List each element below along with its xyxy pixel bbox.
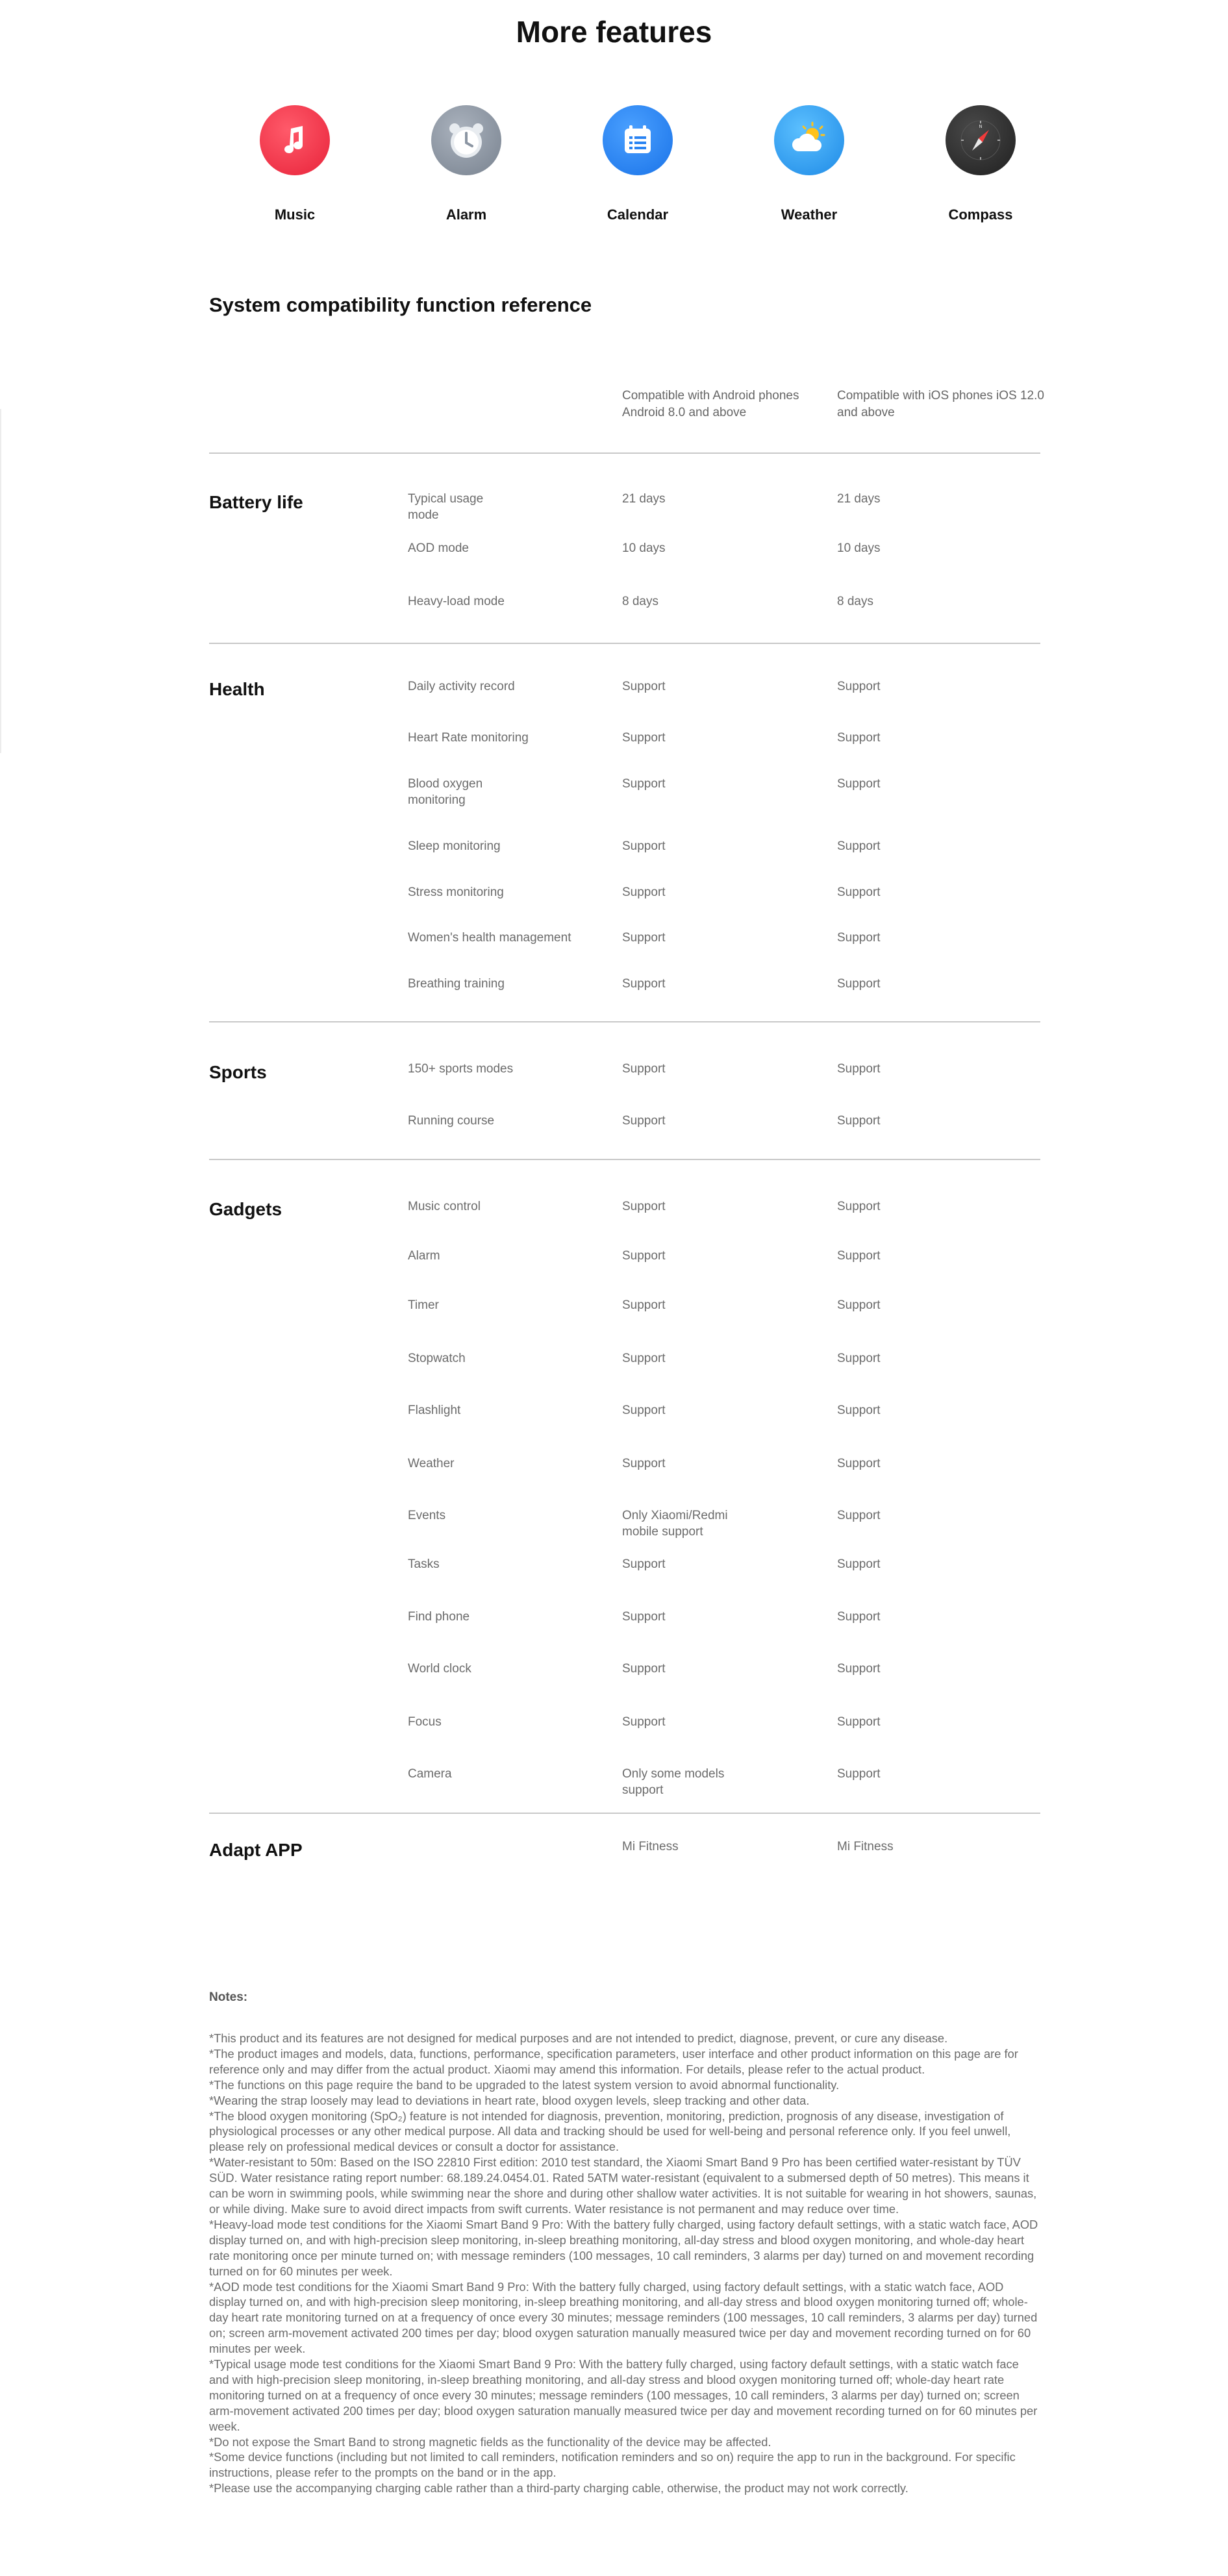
feature-name: Sleep monitoring [408,839,501,853]
feature-label: Weather [781,206,838,223]
ios-value: Support [837,931,881,945]
section-adapt-app: Adapt APP [209,1840,303,1860]
feature-name: Daily activity record [408,680,515,693]
note: *The product images and models, data, functions, performance, specification parameters, user interface and other product information on this page are for reference only and may differ from the actual product. Xiaomi may amend this information. For details, please refer to the actual product. [209,2046,1018,2076]
ios-value: Support [837,1767,881,1781]
section-gadgets: Gadgets [209,1199,282,1219]
page-title: More features [516,15,712,49]
ios-value: Support [837,977,881,991]
android-value: Only some models support [622,1767,725,1797]
feature-name: Stopwatch [408,1352,466,1365]
android-value: Support [622,680,666,693]
note: *Typical usage mode test conditions for the Xiaomi Smart Band 9 Pro: With the battery fully charged, using factory default settings, with a static watch face and with high-precision sleep monitoring, in-sleep breathing monitoring, and all-day stress and blood oxygen monitoring turned off; whole-day heart rate monitoring turned on at a frequency of once every 30 minutes; message reminders (100 messages, 10 call reminders, 3 alarms per day) turned on; screen arm-movement activated 200 times per day; blood oxygen saturation manually measured twice per day and movement recording turned on for 60 minutes per week. [209,2357,1038,2433]
feature-compass[interactable] [895,105,1066,223]
android-value: Support [622,931,666,945]
ios-value: Support [837,1715,881,1729]
feature-alarm[interactable] [381,105,552,223]
music-note-icon [260,105,330,175]
feature-label: Calendar [607,206,669,223]
notes [209,2031,1039,2496]
feature-name: World clock [408,1662,471,1676]
ios-value: Support [837,886,881,899]
ios-value: Mi Fitness [837,1840,894,1853]
notes-title: Notes: [209,1990,248,2004]
feature-label: Alarm [445,206,487,223]
feature-music[interactable] [209,105,381,223]
ios-value: Support [837,731,881,745]
feature-name: Find phone [408,1610,470,1624]
android-value: 8 days [622,595,658,608]
note: *The blood oxygen monitoring (SpO₂) feature is not intended for diagnosis, prevention, monitoring, prediction, prognosis of any disease, investigation of physiological processes or any other medical purpose. All data and tracking should be used for well-being and personal reference only. If you feel unwell, please rely on professional medical devices or consult a doctor for assistance. [209,2109,1011,2154]
column-header-android: Compatible with Android phones Android 8.0 and above [622,389,799,419]
android-value: Support [622,731,666,745]
feature-name: Focus [408,1715,442,1729]
feature-label: Compass [948,206,1013,223]
note: *AOD mode test conditions for the Xiaomi Smart Band 9 Pro: With the battery fully charged, using factory default settings, with a static watch face, AOD display turned on, and with high-precision sleep monitoring, in-sleep breathing monitoring, and all-day stress and blood oxygen monitoring turned off; whole-day heart rate monitoring turned on at a frequency of once every 30 minutes; message reminders (100 messages, 10 call reminders, 3 alarms per day) turned on; screen arm-movement activated 200 times per day; blood oxygen saturation manually measured twice per day and movement recording turned on for 60 minutes per week. [209,2279,1038,2356]
feature-label: Music [274,206,316,223]
android-value: Support [622,1062,666,1076]
ios-value: Support [837,1352,881,1365]
svg-text:N: N [979,124,983,129]
note: *This product and its features are not designed for medical purposes and are not intended to predict, diagnose, prevent, or cure any disease. [209,2031,948,2045]
feature-name: Camera [408,1767,452,1781]
android-value: Mi Fitness [622,1840,679,1853]
section-health: Health [209,679,265,699]
section-battery-life: Battery life [209,492,303,512]
divider [209,643,1040,644]
android-value: Support [622,977,666,991]
ios-value: Support [837,1062,881,1076]
features-row [209,105,1066,223]
note: *Wearing the strap loosely may lead to deviations in heart rate, blood oxygen levels, sleep tracking and other data. [209,2093,810,2107]
section-sports: Sports [209,1062,267,1082]
ios-value: Support [837,1114,881,1128]
note: *Heavy-load mode test conditions for the Xiaomi Smart Band 9 Pro: With the battery fully charged, using factory default settings, with a static watch face, AOD display turned on, and with high-precision sleep monitoring, in-sleep breathing monitoring, all-day stress and blood oxygen monitoring, and whole-day heart rate monitoring once per minute turned on; with message reminders (100 messages, 10 call reminders, 3 alarms per day) turned on and movement recording turned on for 60 minutes per week. [209,2217,1038,2278]
android-value: Support [622,777,666,791]
ios-value: Support [837,839,881,853]
feature-name: Typical usage mode [408,492,484,522]
ios-value: Support [837,777,881,791]
android-value: Only Xiaomi/Redmi mobile support [622,1509,728,1539]
ios-value: Support [837,1509,881,1522]
column-header-ios: Compatible with iOS phones iOS 12.0 and above [837,389,1044,419]
note: *Do not expose the Smart Band to strong magnetic fields as the functionality of the device may be affected. [209,2434,771,2449]
feature-calendar[interactable] [552,105,723,223]
divider [209,1813,1040,1814]
android-value: Support [622,1298,666,1312]
note: *The functions on this page require the band to be upgraded to the latest system version to avoid abnormal functionality. [209,2077,840,2092]
android-value: Support [622,1610,666,1624]
weather-icon [774,105,844,175]
feature-name: Running course [408,1114,495,1128]
ios-value: Support [837,1404,881,1417]
ios-value: Support [837,680,881,693]
android-value: Support [622,1114,666,1128]
feature-name: Events [408,1509,446,1522]
android-value: Support [622,1557,666,1571]
android-value: 10 days [622,541,666,555]
compat-title: System compatibility function reference [209,293,592,316]
compass-icon [946,105,1016,175]
side-divider [0,409,1,753]
android-value: Support [622,1715,666,1729]
android-value: Support [622,886,666,899]
android-value: Support [622,839,666,853]
android-value: Support [622,1457,666,1470]
feature-name: Alarm [408,1249,440,1263]
ios-value: Support [837,1298,881,1312]
android-value: Support [622,1404,666,1417]
ios-value: Support [837,1610,881,1624]
ios-value: 21 days [837,492,881,506]
note: *Water-resistant to 50m: Based on the ISO 22810 First edition: 2010 test standard, the Xiaomi Smart Band 9 Pro has been certified water-resistant by TÜV SÜD. Water resistance rating report number: 68.189.24.0454.01. Rated 5ATM water-resistant (equivalent to a submersed depth of 50 metres). This means it can be worn in swimming pools, while swimming near the shore and during other shallow water activities. It is not suitable for wearing in hot showers, saunas, or while diving. Make sure to avoid direct impacts from swift currents. Water resistance is not permanent and may reduce over time. [209,2155,1037,2216]
ios-value: Support [837,1557,881,1571]
alarm-clock-icon [431,105,501,175]
android-value: Support [622,1662,666,1676]
android-value: Support [622,1352,666,1365]
feature-name: AOD mode [408,541,469,555]
feature-name: 150+ sports modes [408,1062,514,1076]
android-value: 21 days [622,492,666,506]
feature-name: Heavy-load mode [408,595,505,608]
divider [209,1021,1040,1022]
ios-value: 8 days [837,595,873,608]
feature-name: Flashlight [408,1404,461,1417]
ios-value: 10 days [837,541,881,555]
divider [209,1159,1040,1160]
feature-name: Music control [408,1200,481,1213]
feature-name: Women's health management [408,931,571,945]
feature-name: Stress monitoring [408,886,504,899]
feature-name: Breathing training [408,977,505,991]
divider [209,452,1040,454]
note: *Please use the accompanying charging cable rather than a third-party charging cable, otherwise, the product may not work correctly. [209,2481,908,2496]
feature-name: Timer [408,1298,439,1312]
note: *Some device functions (including but not limited to call reminders, notification reminders and so on) require the app to run in the background. For specific instructions, please refer to the prompts on the band or in the app. [209,2450,1016,2480]
calendar-icon [603,105,673,175]
feature-name: Heart Rate monitoring [408,731,529,745]
ios-value: Support [837,1457,881,1470]
feature-name: Weather [408,1457,455,1470]
android-value: Support [622,1200,666,1213]
feature-name: Tasks [408,1557,440,1571]
feature-weather[interactable] [723,105,895,223]
feature-name: Blood oxygen monitoring [408,777,483,807]
ios-value: Support [837,1249,881,1263]
ios-value: Support [837,1200,881,1213]
android-value: Support [622,1249,666,1263]
ios-value: Support [837,1662,881,1676]
